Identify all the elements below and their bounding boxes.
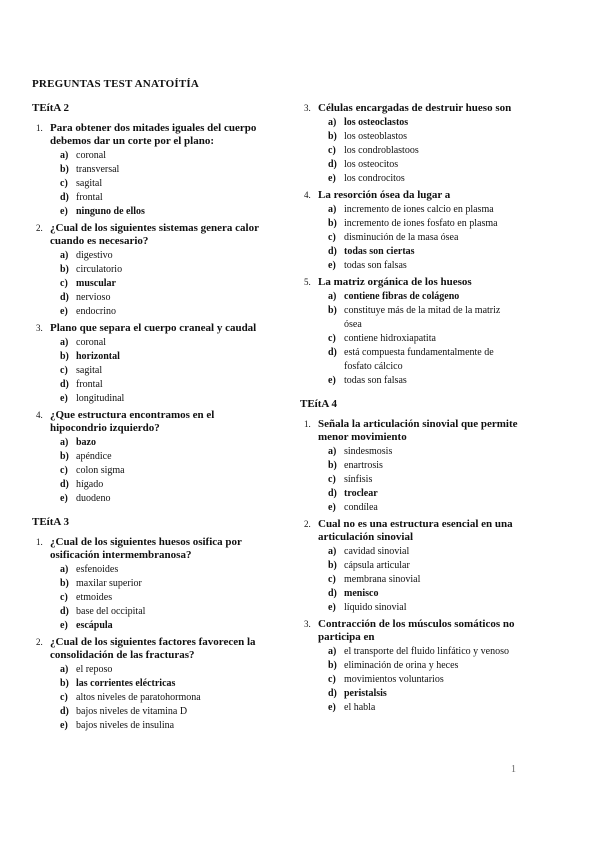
- option-letter: e): [60, 206, 68, 217]
- question-text: Cual no es una estructura esencial en una articulación sinovial: [318, 518, 513, 543]
- option-item: [328, 659, 520, 673]
- option-text-correct: los osteoclastos: [344, 117, 409, 128]
- option-text: nervioso: [76, 292, 111, 303]
- question-number: 2.: [36, 223, 43, 233]
- option-item: [328, 601, 520, 615]
- option-text: contiene hidroxiapatita: [344, 333, 436, 344]
- option-text-correct: bazo: [76, 437, 96, 448]
- option-text: incremento de iones fosfato en plasma: [344, 218, 498, 229]
- option-letter: d): [328, 588, 337, 599]
- option-letter: d): [328, 159, 337, 170]
- option-item: [328, 231, 520, 245]
- option-letter: e): [328, 375, 336, 386]
- option-item: [60, 149, 262, 163]
- question-number: 2.: [36, 637, 43, 647]
- option-item: [328, 673, 520, 687]
- option-item: [60, 191, 262, 205]
- question-header: [32, 222, 262, 248]
- option-text: bajos niveles de insulina: [76, 720, 175, 731]
- option-text: incremento de iones calcio en plasma: [344, 204, 494, 215]
- option-letter: b): [328, 460, 337, 471]
- question-number: 4.: [304, 190, 311, 200]
- question-item: [300, 276, 520, 388]
- option-item: [60, 577, 262, 591]
- option-text-correct: troclear: [344, 488, 378, 499]
- question-header: [300, 189, 520, 202]
- option-text: el transporte del fluido linfático y venoso: [344, 646, 509, 657]
- option-item: [328, 573, 520, 587]
- option-letter: e): [60, 393, 68, 404]
- option-letter: d): [60, 479, 69, 490]
- option-text: transversal: [76, 164, 120, 175]
- option-letter: a): [328, 546, 337, 557]
- option-letter: e): [60, 720, 68, 731]
- section: [300, 102, 520, 388]
- option-item: [328, 245, 520, 259]
- option-letter: b): [60, 451, 69, 462]
- option-text-correct: escápula: [76, 620, 113, 631]
- question-item: [300, 618, 520, 715]
- option-text: condílea: [344, 502, 378, 513]
- option-text: los osteocitos: [344, 159, 399, 170]
- option-text: esfenoides: [76, 564, 119, 575]
- option-text: circulatorio: [76, 264, 123, 275]
- option-list: [32, 436, 262, 506]
- option-text: colon sigma: [76, 465, 125, 476]
- option-text: base del occipital: [76, 606, 146, 617]
- option-item: [328, 130, 520, 144]
- option-letter: c): [328, 574, 336, 585]
- option-item: [328, 203, 520, 217]
- question-number: 3.: [304, 619, 311, 629]
- option-item: [60, 277, 262, 291]
- option-text-correct: peristalsis: [344, 688, 387, 699]
- option-letter: e): [60, 493, 68, 504]
- option-text-correct: las corrientes eléctricas: [76, 678, 176, 689]
- option-item: [328, 259, 520, 273]
- option-letter: b): [328, 660, 337, 671]
- page-number: 1: [511, 764, 516, 775]
- option-letter: b): [328, 305, 337, 316]
- option-letter: b): [328, 131, 337, 142]
- question-number: 4.: [36, 410, 43, 420]
- option-text: está compuesta fundamentalmente de fosfato cálcico: [344, 347, 494, 372]
- option-text: digestivo: [76, 250, 113, 261]
- option-text: enartrosis: [344, 460, 383, 471]
- question-text: Células encargadas de destruir hueso son: [318, 102, 512, 114]
- option-text: los condroblastoos: [344, 145, 419, 156]
- option-letter: a): [328, 646, 337, 657]
- question-header: [300, 618, 520, 644]
- option-letter: b): [60, 678, 69, 689]
- option-text: apéndice: [76, 451, 112, 462]
- option-text-correct: muscular: [76, 278, 116, 289]
- question-item: [300, 418, 520, 515]
- option-letter: b): [60, 264, 69, 275]
- option-text: frontal: [76, 192, 103, 203]
- option-item: [328, 501, 520, 515]
- option-letter: d): [60, 706, 69, 717]
- option-letter: b): [328, 560, 337, 571]
- question-item: [32, 636, 262, 733]
- option-letter: a): [60, 564, 69, 575]
- option-item: [328, 144, 520, 158]
- option-letter: b): [60, 164, 69, 175]
- option-text: membrana sinovial: [344, 574, 421, 585]
- option-letter: c): [328, 333, 336, 344]
- option-item: [60, 605, 262, 619]
- option-letter: e): [328, 702, 336, 713]
- question-text: Para obtener dos mitades iguales del cuerpo debemos dar un corte por el plano:: [50, 122, 257, 147]
- question-item: [300, 518, 520, 615]
- option-letter: a): [328, 446, 337, 457]
- section-title: TEítA 4: [300, 398, 337, 410]
- option-item: [60, 464, 262, 478]
- option-item: [60, 263, 262, 277]
- option-text-correct: horizontal: [76, 351, 120, 362]
- option-item: [328, 701, 520, 715]
- option-letter: d): [328, 347, 337, 358]
- question-number: 1.: [304, 419, 311, 429]
- section: [300, 398, 520, 715]
- option-letter: c): [328, 674, 336, 685]
- option-item: [328, 304, 520, 332]
- option-item: [60, 392, 262, 406]
- option-text: cavidad sinovial: [344, 546, 410, 557]
- question-text: ¿Que estructura encontramos en el hipocondrio izquierdo?: [50, 409, 215, 434]
- option-item: [60, 691, 262, 705]
- option-item: [60, 163, 262, 177]
- question-item: [32, 322, 262, 406]
- option-item: [60, 478, 262, 492]
- option-letter: c): [60, 465, 68, 476]
- option-text: etmoides: [76, 592, 113, 603]
- option-item: [60, 450, 262, 464]
- option-item: [328, 374, 520, 388]
- option-letter: c): [328, 232, 336, 243]
- question-header: [300, 102, 520, 115]
- option-text: cápsula articular: [344, 560, 410, 571]
- question-text: La resorción ósea da lugar a: [318, 189, 451, 201]
- page-title: PREGUNTAS TEST ANATOÍTÍA: [32, 78, 200, 90]
- option-text: líquido sinovial: [344, 602, 407, 613]
- option-item: [328, 687, 520, 701]
- option-item: [328, 473, 520, 487]
- option-text: sagital: [76, 178, 103, 189]
- question-header: [32, 122, 262, 148]
- option-letter: d): [60, 292, 69, 303]
- option-item: [328, 217, 520, 231]
- option-item: [328, 346, 520, 374]
- option-text: duodeno: [76, 493, 111, 504]
- section-title: TEítA 3: [32, 516, 69, 528]
- question-number: 5.: [304, 277, 311, 287]
- option-list: [32, 249, 262, 319]
- question-text: ¿Cual de los siguientes sistemas genera calor cuando es necesario?: [50, 222, 259, 247]
- option-list: [32, 336, 262, 406]
- option-letter: a): [60, 437, 69, 448]
- question-item: [32, 536, 262, 633]
- question-item: [32, 122, 262, 219]
- option-text: movimientos voluntarios: [344, 674, 444, 685]
- option-list: [300, 645, 520, 715]
- option-item: [328, 172, 520, 186]
- question-number: 3.: [304, 103, 311, 113]
- option-text: el reposo: [76, 664, 113, 675]
- option-letter: d): [60, 192, 69, 203]
- option-text: constituye más de la mitad de la matriz ósea: [344, 305, 501, 330]
- question-number: 3.: [36, 323, 43, 333]
- question-item: [300, 102, 520, 186]
- option-item: [328, 587, 520, 601]
- option-letter: c): [328, 145, 336, 156]
- option-item: [60, 336, 262, 350]
- question-header: [32, 636, 262, 662]
- option-text-correct: contiene fibras de colágeno: [344, 291, 460, 302]
- option-item: [60, 378, 262, 392]
- option-item: [60, 350, 262, 364]
- left-column: [32, 102, 262, 743]
- option-letter: e): [328, 602, 336, 613]
- question-header: [300, 418, 520, 444]
- option-item: [60, 677, 262, 691]
- option-letter: c): [60, 692, 68, 703]
- option-item: [328, 559, 520, 573]
- option-text-correct: menisco: [344, 588, 379, 599]
- option-letter: e): [60, 620, 68, 631]
- option-text: todas son falsas: [344, 375, 407, 386]
- option-list: [300, 545, 520, 615]
- option-letter: a): [328, 291, 337, 302]
- question-header: [300, 276, 520, 289]
- option-text: todas son falsas: [344, 260, 407, 271]
- option-letter: a): [60, 664, 69, 675]
- question-header: [32, 536, 262, 562]
- option-item: [60, 492, 262, 506]
- section: [32, 102, 262, 506]
- option-item: [328, 290, 520, 304]
- option-item: [328, 459, 520, 473]
- option-list: [32, 663, 262, 733]
- option-letter: c): [60, 178, 68, 189]
- question-text: Señala la articulación sinovial que permite menor movimiento: [318, 418, 518, 443]
- option-item: [60, 205, 262, 219]
- option-item: [60, 436, 262, 450]
- option-item: [328, 332, 520, 346]
- question-number: 2.: [304, 519, 311, 529]
- option-text: maxilar superior: [76, 578, 142, 589]
- question-text: Contracción de los músculos somáticos no participa en: [318, 618, 515, 643]
- option-letter: c): [60, 278, 68, 289]
- option-text: frontal: [76, 379, 103, 390]
- option-list: [32, 563, 262, 633]
- option-item: [328, 116, 520, 130]
- right-column: [300, 102, 520, 725]
- option-text: coronal: [76, 150, 106, 161]
- option-letter: d): [328, 688, 337, 699]
- option-item: [328, 158, 520, 172]
- question-text: ¿Cual de los siguientes factores favorecen la consolidación de las fracturas?: [50, 636, 256, 661]
- option-letter: d): [60, 606, 69, 617]
- option-letter: a): [60, 150, 69, 161]
- option-text: disminución de la masa ósea: [344, 232, 459, 243]
- option-item: [60, 719, 262, 733]
- option-letter: b): [328, 218, 337, 229]
- question-text: ¿Cual de los siguientes huesos osifica por osificación intermembranosa?: [50, 536, 242, 561]
- option-item: [328, 645, 520, 659]
- question-item: [32, 409, 262, 506]
- option-item: [60, 291, 262, 305]
- option-letter: d): [60, 379, 69, 390]
- option-list: [300, 203, 520, 273]
- question-text: Plano que separa el cuerpo craneal y caudal: [50, 322, 257, 334]
- option-item: [60, 177, 262, 191]
- option-item: [328, 545, 520, 559]
- option-text-correct: ninguno de ellos: [76, 206, 145, 217]
- option-text: el habla: [344, 702, 376, 713]
- option-text: los condrocitos: [344, 173, 405, 184]
- option-list: [300, 116, 520, 186]
- option-item: [60, 619, 262, 633]
- option-item: [60, 305, 262, 319]
- option-text: sagital: [76, 365, 103, 376]
- option-letter: e): [328, 502, 336, 513]
- option-text: endocrino: [76, 306, 116, 317]
- option-letter: d): [328, 488, 337, 499]
- section-title: TEítA 2: [32, 102, 69, 114]
- section: [32, 516, 262, 733]
- question-header: [300, 518, 520, 544]
- option-item: [60, 249, 262, 263]
- option-list: [300, 445, 520, 515]
- question-item: [32, 222, 262, 319]
- option-letter: a): [328, 204, 337, 215]
- option-item: [60, 591, 262, 605]
- option-letter: c): [60, 365, 68, 376]
- option-list: [300, 290, 520, 388]
- option-letter: a): [60, 337, 69, 348]
- option-letter: e): [328, 260, 336, 271]
- option-text: sínfisis: [344, 474, 373, 485]
- option-list: [32, 149, 262, 219]
- option-text: coronal: [76, 337, 106, 348]
- option-item: [60, 563, 262, 577]
- option-text-correct: todas son ciertas: [344, 246, 415, 257]
- option-letter: c): [60, 592, 68, 603]
- option-item: [60, 663, 262, 677]
- option-text: eliminación de orina y heces: [344, 660, 459, 671]
- option-text: longitudinal: [76, 393, 125, 404]
- option-letter: b): [60, 351, 69, 362]
- option-item: [60, 364, 262, 378]
- option-text: bajos niveles de vitamina D: [76, 706, 188, 717]
- option-letter: e): [60, 306, 68, 317]
- option-text: los osteoblastos: [344, 131, 408, 142]
- question-text: La matriz orgánica de los huesos: [318, 276, 472, 288]
- option-item: [328, 445, 520, 459]
- option-text: hígado: [76, 479, 104, 490]
- option-text: sindesmosis: [344, 446, 393, 457]
- option-item: [328, 487, 520, 501]
- question-header: [32, 409, 262, 435]
- option-letter: a): [328, 117, 337, 128]
- question-number: 1.: [36, 123, 43, 133]
- option-letter: e): [328, 173, 336, 184]
- option-letter: a): [60, 250, 69, 261]
- question-item: [300, 189, 520, 273]
- question-number: 1.: [36, 537, 43, 547]
- option-text: altos niveles de paratohormona: [76, 692, 201, 703]
- option-letter: b): [60, 578, 69, 589]
- option-letter: c): [328, 474, 336, 485]
- question-header: [32, 322, 262, 335]
- option-letter: d): [328, 246, 337, 257]
- option-item: [60, 705, 262, 719]
